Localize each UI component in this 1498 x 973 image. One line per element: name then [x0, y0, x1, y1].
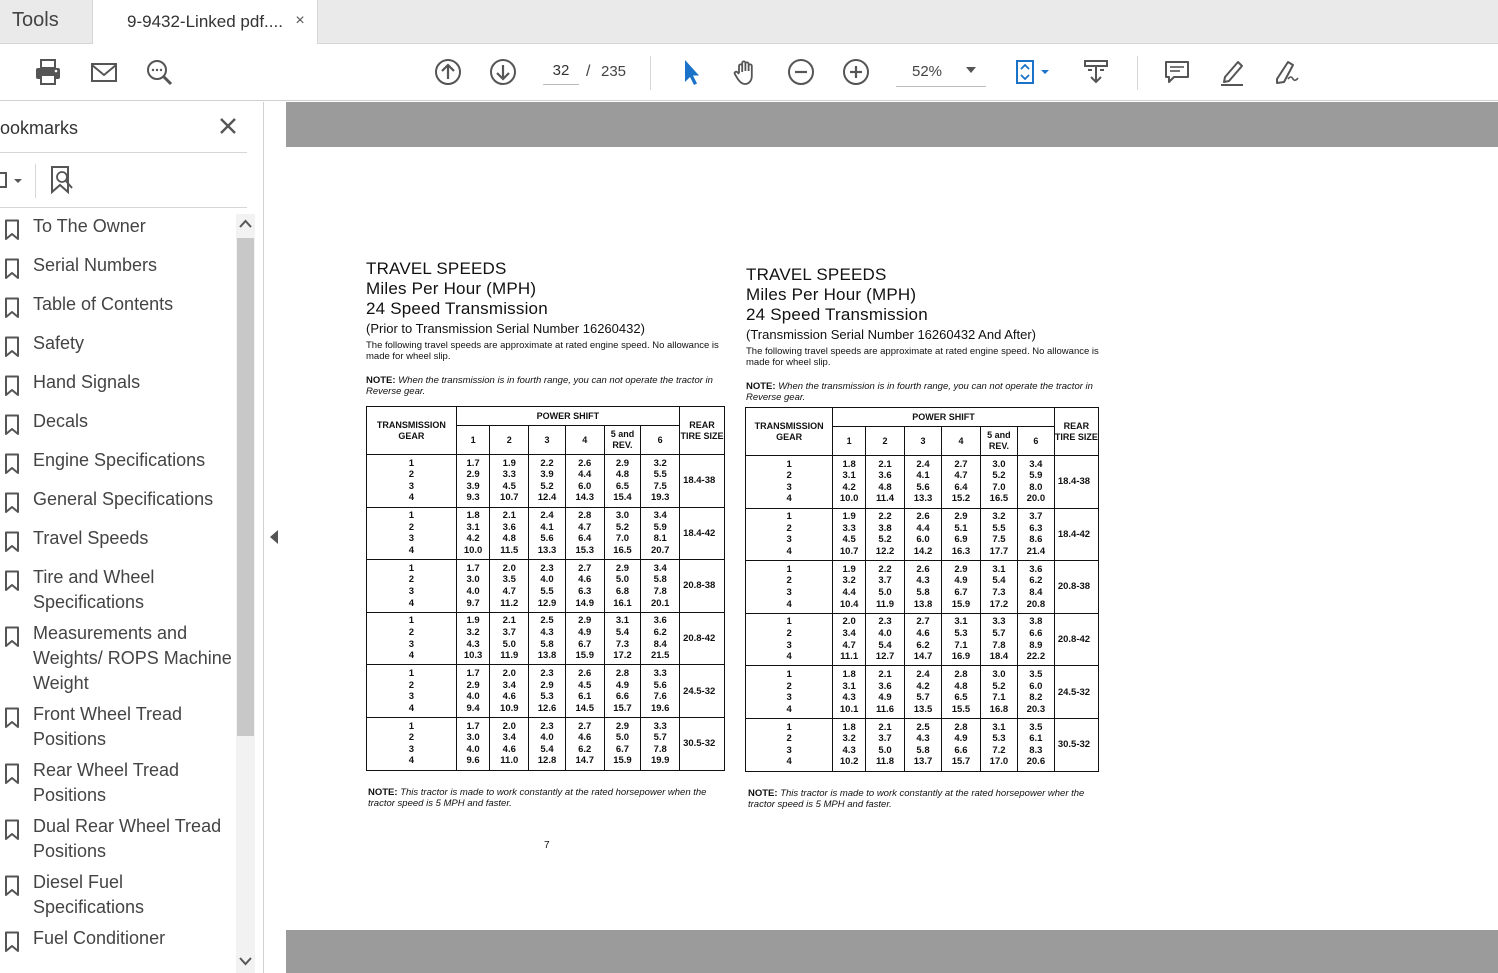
- bookmark-icon: [4, 819, 20, 841]
- table-row: [746, 613, 1099, 666]
- tire-size-cell: 18.4-38: [1054, 456, 1098, 509]
- section-subtitle: (Transmission Serial Number 16260432 And After): [746, 327, 1036, 342]
- speed-cell: 3.6 6.2 8.4 21.5: [641, 612, 680, 665]
- shift-column-header: 3: [529, 426, 566, 455]
- speed-cell: 1.8 3.2 4.3 10.2: [833, 718, 866, 771]
- bookmark-label: Serial Numbers: [33, 255, 158, 275]
- table-row: [746, 718, 1099, 771]
- intro-text: The following travel speeds are approximate at rated engine speed. No allowance is made for wheel slip.: [746, 346, 1099, 368]
- speed-cell: 3.0 5.2 7.1 16.8: [980, 666, 1017, 719]
- tire-size-cell: 20.8-42: [1054, 613, 1098, 666]
- email-icon[interactable]: [86, 54, 122, 90]
- note-label: NOTE:: [748, 788, 778, 799]
- speed-cell: 3.2 5.5 7.5 19.3: [641, 455, 680, 508]
- speed-cell: 3.5 6.1 8.3 20.6: [1017, 718, 1054, 771]
- gear-cell: 1 2 3 4: [367, 560, 457, 613]
- speed-cell: 2.7 4.6 6.3 14.9: [565, 560, 604, 613]
- shift-column-header: 6: [1017, 427, 1054, 456]
- fit-page-icon[interactable]: [1008, 54, 1058, 90]
- speed-cell: 2.9 5.0 6.7 15.9: [604, 717, 641, 770]
- speed-cell: 1.7 3.0 4.0 9.7: [456, 560, 490, 613]
- speed-cell: 1.8 3.1 4.2 10.0: [833, 456, 866, 509]
- bookmark-label: Table of Contents: [33, 294, 174, 314]
- power-shift-header: POWER SHIFT: [456, 407, 679, 426]
- table-row: [367, 612, 725, 665]
- bookmark-label: Fuel Conditioner: [33, 928, 166, 948]
- bookmark-icon: [4, 336, 20, 358]
- tire-size-cell: 30.5-32: [1054, 718, 1098, 771]
- bookmark-search-icon[interactable]: [47, 164, 77, 196]
- right-section: [746, 265, 1106, 403]
- bookmark-label: General Specifications: [33, 489, 214, 509]
- page-separator: /: [586, 63, 591, 80]
- gear-cell: 1 2 3 4: [367, 665, 457, 718]
- bookmark-label: Decals: [33, 411, 89, 431]
- tire-size-cell: 20.8-38: [680, 560, 725, 613]
- find-icon[interactable]: [141, 54, 177, 90]
- zoom-in-icon[interactable]: [838, 54, 874, 90]
- table-row: [746, 666, 1099, 719]
- speed-cell: 2.0 3.4 4.6 10.9: [490, 665, 529, 718]
- table-row: [746, 508, 1099, 561]
- document-viewport: [286, 102, 1498, 973]
- speed-cell: 2.2 3.7 5.0 11.9: [866, 561, 905, 614]
- section-title: Miles Per Hour (MPH): [366, 279, 537, 298]
- zoom-select[interactable]: [896, 57, 986, 87]
- gear-cell: 1 2 3 4: [746, 613, 833, 666]
- speed-cell: 2.8 4.9 6.6 15.7: [941, 718, 980, 771]
- bookmark-label: Diesel Fuel Specifications: [33, 872, 145, 917]
- tab-document-label: 9-9432-Linked pdf....: [127, 12, 283, 31]
- print-icon[interactable]: [30, 54, 66, 90]
- speed-cell: 2.7 4.7 6.4 15.2: [941, 456, 980, 509]
- section-subtitle: (Prior to Transmission Serial Number 16260432): [366, 321, 645, 336]
- speed-cell: 2.9 5.0 6.8 16.1: [604, 560, 641, 613]
- note-text: [746, 381, 1106, 403]
- panel-tools-divider: [35, 164, 36, 198]
- page-number: 7: [544, 840, 550, 851]
- close-tab-icon[interactable]: ×: [295, 12, 305, 29]
- speed-cell: 2.3 4.0 5.4 12.7: [866, 613, 905, 666]
- speed-cell: 2.0 3.4 4.7 11.1: [833, 613, 866, 666]
- table-row: [367, 507, 725, 560]
- next-page-icon[interactable]: [485, 54, 521, 90]
- tab-tools[interactable]: Tools: [12, 9, 59, 31]
- section-title: 24 Speed Transmission: [746, 305, 928, 324]
- gear-cell: 1 2 3 4: [746, 508, 833, 561]
- page-number-input[interactable]: [543, 57, 579, 85]
- gear-cell: 1 2 3 4: [746, 561, 833, 614]
- speed-cell: 3.6 6.2 8.4 20.8: [1017, 561, 1054, 614]
- speed-cell: 1.8 3.1 4.3 10.1: [833, 666, 866, 719]
- speed-cell: 3.1 5.3 7.2 17.0: [980, 718, 1017, 771]
- bookmark-icon: [4, 375, 20, 397]
- speed-cell: 3.1 5.3 7.1 16.9: [941, 613, 980, 666]
- gear-header: TRANSMISSION GEAR: [746, 408, 833, 456]
- table-row: [367, 717, 725, 770]
- bookmark-icon: [4, 492, 20, 514]
- speed-cell: 2.2 3.9 5.2 12.4: [529, 455, 566, 508]
- gear-cell: 1 2 3 4: [367, 612, 457, 665]
- speed-cell: 2.7 4.6 6.2 14.7: [565, 717, 604, 770]
- speed-cell: 2.4 4.1 5.6 13.3: [529, 507, 566, 560]
- shift-column-header: 5 and REV.: [604, 426, 641, 455]
- tire-size-cell: 24.5-32: [680, 665, 725, 718]
- shift-column-header: 6: [641, 426, 680, 455]
- speed-cell: 2.1 3.7 5.0 11.8: [866, 718, 905, 771]
- gear-cell: 1 2 3 4: [746, 718, 833, 771]
- table-row: [367, 455, 725, 508]
- shift-column-header: 2: [490, 426, 529, 455]
- tab-document[interactable]: [92, 0, 318, 45]
- speed-cell: 2.6 4.3 5.8 13.8: [905, 561, 942, 614]
- toolbar-divider: [650, 56, 651, 90]
- bookmark-label: Tire and Wheel Specifications: [33, 567, 155, 612]
- chevron-down-icon: [966, 67, 976, 73]
- speed-cell: 2.0 3.4 4.6 11.0: [490, 717, 529, 770]
- speed-cell: 3.3 5.7 7.8 18.4: [980, 613, 1017, 666]
- note-label: NOTE:: [746, 381, 776, 392]
- speed-cell: 3.0 5.2 7.0 16.5: [980, 456, 1017, 509]
- section-title: TRAVEL SPEEDS: [746, 265, 887, 284]
- select-cursor-icon[interactable]: [673, 54, 709, 90]
- intro-text: The following travel speeds are approximate at rated engine speed. No allowance is made for wheel slip.: [366, 340, 719, 362]
- panel-tools: [0, 160, 247, 206]
- panel-title: ookmarks: [0, 118, 79, 138]
- speed-cell: 2.1 3.6 4.8 11.5: [490, 507, 529, 560]
- gear-cell: 1 2 3 4: [367, 507, 457, 560]
- page-total: 235: [601, 63, 627, 80]
- speed-cell: 2.9 4.9 6.7 15.9: [941, 561, 980, 614]
- speed-cell: 2.5 4.3 5.8 13.7: [905, 718, 942, 771]
- bookmark-icon: [4, 626, 20, 648]
- table-row: [367, 560, 725, 613]
- speed-cell: 2.6 4.4 6.0 14.3: [565, 455, 604, 508]
- speed-cell: 1.9 3.3 4.5 10.7: [490, 455, 529, 508]
- travel-speeds-table-right: [745, 407, 1099, 772]
- speed-cell: 3.2 5.5 7.5 17.7: [980, 508, 1017, 561]
- speed-cell: 3.3 5.6 7.6 19.6: [641, 665, 680, 718]
- speed-cell: 1.9 3.2 4.3 10.3: [456, 612, 490, 665]
- bottom-note: [748, 788, 1104, 810]
- close-icon[interactable]: [216, 114, 240, 138]
- bookmark-label: Rear Wheel Tread Positions: [33, 760, 180, 805]
- speed-cell: 2.8 4.9 6.6 15.7: [604, 665, 641, 718]
- tire-size-cell: 30.5-32: [680, 717, 725, 770]
- collapse-panel-icon[interactable]: [270, 530, 278, 544]
- scroll-mode-icon[interactable]: [1078, 54, 1114, 90]
- bookmark-label: Measurements and Weights/ ROPS Machine Weight: [33, 623, 232, 693]
- options-menu-icon[interactable]: [0, 168, 26, 194]
- gear-cell: 1 2 3 4: [367, 455, 457, 508]
- bookmark-icon: [4, 219, 20, 241]
- speed-cell: 1.7 2.9 4.0 9.4: [456, 665, 490, 718]
- speed-cell: 1.7 2.9 3.9 9.3: [456, 455, 490, 508]
- bookmark-label: To The Owner: [33, 216, 146, 236]
- speed-cell: 2.4 4.1 5.6 13.3: [905, 456, 942, 509]
- tire-header: REAR TIRE SIZE: [680, 407, 725, 455]
- tab-bar: [0, 0, 1498, 44]
- speed-cell: 2.5 4.3 5.8 13.8: [529, 612, 566, 665]
- bookmark-icon: [4, 875, 20, 897]
- toolbar: [0, 44, 1498, 101]
- speed-cell: 2.1 3.6 4.9 11.6: [866, 666, 905, 719]
- gear-cell: 1 2 3 4: [367, 717, 457, 770]
- speed-cell: 2.3 4.0 5.5 12.9: [529, 560, 566, 613]
- bookmark-icon: [4, 453, 20, 475]
- speed-cell: 3.4 5.9 8.1 20.7: [641, 507, 680, 560]
- note-body: When the transmission is in fourth range, you can not operate the tractor in Reverse gear.: [366, 375, 713, 397]
- section-title: 24 Speed Transmission: [366, 299, 548, 318]
- speed-cell: 2.3 2.9 5.3 12.6: [529, 665, 566, 718]
- tire-size-cell: 18.4-38: [680, 455, 725, 508]
- bookmark-label: Safety: [33, 333, 85, 353]
- left-section: [366, 259, 726, 397]
- bookmark-icon: [4, 931, 20, 953]
- toolbar-divider: [1137, 56, 1138, 90]
- bookmark-icon: [4, 570, 20, 592]
- speed-cell: 3.0 5.2 7.0 16.5: [604, 507, 641, 560]
- speed-cell: 2.6 4.4 6.0 14.2: [905, 508, 942, 561]
- table-row: [746, 561, 1099, 614]
- note-label: NOTE:: [366, 375, 396, 386]
- bookmark-label: Engine Specifications: [33, 450, 206, 470]
- bookmark-icon: [4, 414, 20, 436]
- bookmark-label: Hand Signals: [33, 372, 141, 392]
- note-body: This tractor is made to work constantly at the rated horsepower wher the tractor speed is 5 MPH and faster.: [748, 788, 1085, 810]
- pdf-page: [286, 147, 1498, 930]
- speed-cell: 2.4 4.2 5.7 13.5: [905, 666, 942, 719]
- gear-cell: 1 2 3 4: [746, 456, 833, 509]
- tire-size-cell: 24.5-32: [1054, 666, 1098, 719]
- speed-cell: 1.9 3.2 4.4 10.4: [833, 561, 866, 614]
- speed-cell: 2.9 4.8 6.5 15.4: [604, 455, 641, 508]
- tire-size-cell: 20.8-38: [1054, 561, 1098, 614]
- speed-cell: 2.8 4.7 6.4 15.3: [565, 507, 604, 560]
- tire-size-cell: 20.8-42: [680, 612, 725, 665]
- shift-column-header: 4: [565, 426, 604, 455]
- speed-cell: 2.3 4.0 5.4 12.8: [529, 717, 566, 770]
- shift-column-header: 4: [941, 427, 980, 456]
- speed-cell: 3.4 5.9 8.0 20.0: [1017, 456, 1054, 509]
- speed-cell: 3.7 6.3 8.6 21.4: [1017, 508, 1054, 561]
- zoom-out-icon[interactable]: [783, 54, 819, 90]
- tire-header: REAR TIRE SIZE: [1054, 408, 1098, 456]
- shift-column-header: 3: [905, 427, 942, 456]
- travel-speeds-table-left: [366, 406, 725, 771]
- speed-cell: 3.8 6.6 8.9 22.2: [1017, 613, 1054, 666]
- speed-cell: 3.5 6.0 8.2 20.3: [1017, 666, 1054, 719]
- speed-cell: 2.2 3.8 5.2 12.2: [866, 508, 905, 561]
- scroll-down-icon[interactable]: [236, 951, 255, 971]
- tire-size-cell: 18.4-42: [1054, 508, 1098, 561]
- bookmark-icon: [4, 258, 20, 280]
- shift-column-header: 2: [866, 427, 905, 456]
- gear-header: TRANSMISSION GEAR: [367, 407, 457, 455]
- bookmark-list: [0, 214, 236, 973]
- note-text: [366, 375, 726, 397]
- speed-cell: 2.0 3.5 4.7 11.2: [490, 560, 529, 613]
- prev-page-icon[interactable]: [430, 54, 466, 90]
- speed-cell: 3.1 5.4 7.3 17.2: [980, 561, 1017, 614]
- tire-size-cell: 18.4-42: [680, 507, 725, 560]
- table-row: [746, 456, 1099, 509]
- bookmark-icon: [4, 763, 20, 785]
- bookmarks-panel: [0, 102, 264, 973]
- panel-divider: [0, 207, 247, 208]
- section-title: Miles Per Hour (MPH): [746, 285, 917, 304]
- section-title: TRAVEL SPEEDS: [366, 259, 507, 278]
- speed-cell: 2.7 4.6 6.2 14.7: [905, 613, 942, 666]
- shift-column-header: 1: [833, 427, 866, 456]
- note-body: When the transmission is in fourth range, you can not operate the tractor in Reverse gear.: [746, 381, 1093, 403]
- scrollbar-thumb[interactable]: [237, 238, 254, 736]
- speed-cell: 1.9 3.3 4.5 10.7: [833, 508, 866, 561]
- note-body: This tractor is made to work constantly at the rated horsepower when the tractor speed is 5 MPH and faster.: [368, 787, 707, 809]
- note-label: NOTE:: [368, 787, 398, 798]
- speed-cell: 3.3 5.7 7.8 19.9: [641, 717, 680, 770]
- speed-cell: 3.4 5.8 7.8 20.1: [641, 560, 680, 613]
- speed-cell: 3.1 5.4 7.3 17.2: [604, 612, 641, 665]
- speed-cell: 2.6 4.5 6.1 14.5: [565, 665, 604, 718]
- bookmark-icon: [4, 297, 20, 319]
- bookmark-icon: [4, 531, 20, 553]
- bookmark-label: Dual Rear Wheel Tread Positions: [33, 816, 222, 861]
- hand-icon[interactable]: [728, 54, 764, 90]
- speed-cell: 1.7 3.0 4.0 9.6: [456, 717, 490, 770]
- bottom-note: [368, 787, 728, 809]
- highlight-icon[interactable]: [1214, 54, 1250, 90]
- table-row: [367, 665, 725, 718]
- speed-cell: 2.8 4.8 6.5 15.5: [941, 666, 980, 719]
- gear-cell: 1 2 3 4: [746, 666, 833, 719]
- panel-divider: [0, 152, 247, 153]
- shift-column-header: 1: [456, 426, 490, 455]
- speed-cell: 2.1 3.7 5.0 11.9: [490, 612, 529, 665]
- speed-cell: 2.1 3.6 4.8 11.4: [866, 456, 905, 509]
- comment-icon[interactable]: [1159, 54, 1195, 90]
- share-icon[interactable]: [0, 54, 18, 90]
- zoom-value: 52%: [912, 63, 943, 80]
- speed-cell: 2.9 4.9 6.7 15.9: [565, 612, 604, 665]
- bookmark-label: Front Wheel Tread Positions: [33, 704, 183, 749]
- speed-cell: 1.8 3.1 4.2 10.0: [456, 507, 490, 560]
- sign-icon[interactable]: [1268, 54, 1304, 90]
- speed-cell: 2.9 5.1 6.9 16.3: [941, 508, 980, 561]
- bookmark-icon: [4, 707, 20, 729]
- shift-column-header: 5 and REV.: [980, 427, 1017, 456]
- power-shift-header: POWER SHIFT: [833, 408, 1055, 427]
- scroll-up-icon[interactable]: [236, 214, 255, 234]
- bookmark-label: Travel Speeds: [33, 528, 149, 548]
